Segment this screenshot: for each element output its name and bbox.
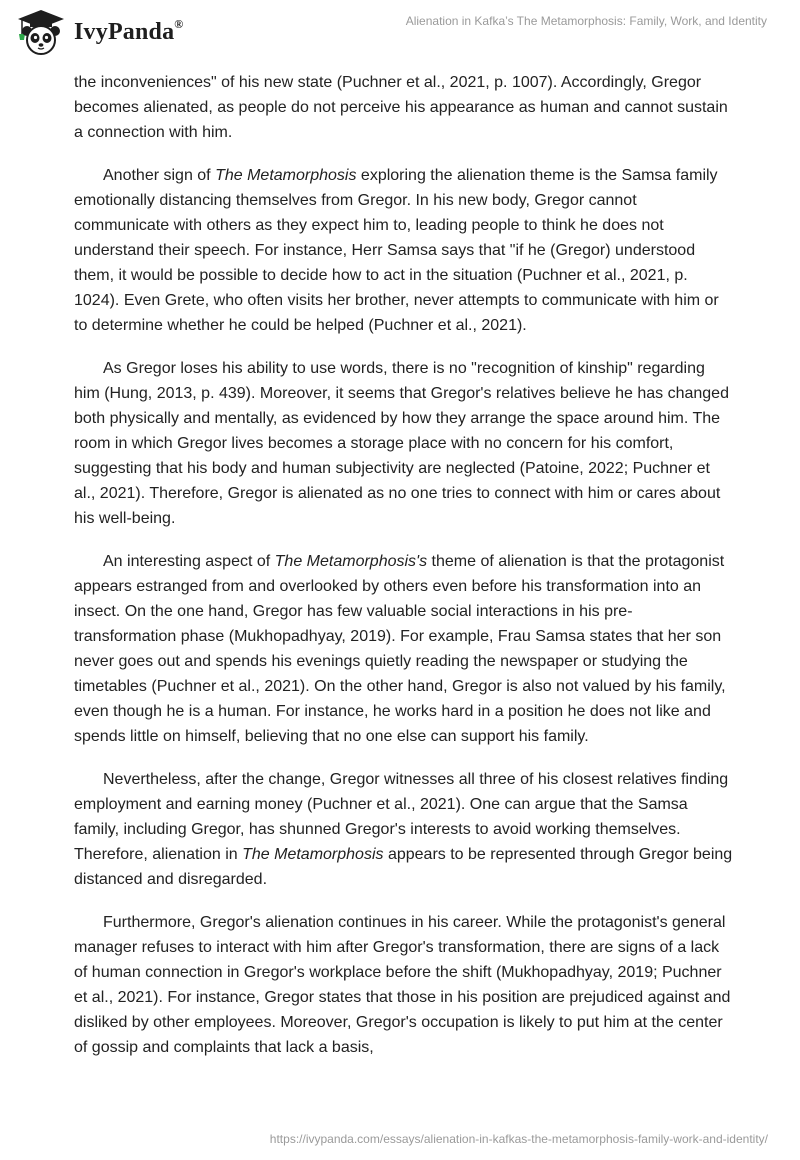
paragraph-5 xyxy=(74,767,734,892)
paragraph-3: As Gregor loses his ability to use words, there is no "recognition of kinship" regarding him (Hung, 2013, p. 439). Moreover, it seems that Gregor's relatives believe he has changed both physically and mentally, as evidenced by how they arrange the space around him. The room in which Gregor lives becomes a storage place with no concern for his comfort, suggesting that his body and human subjectivity are neglected (Patoine, 2022; Puchner et al., 2021). Therefore, Gregor is alienated as no one tries to connect with him or cares about his well-being. xyxy=(74,360,729,527)
essay-body xyxy=(74,70,734,1078)
panda-graduate-icon xyxy=(14,8,68,56)
book-title: The Metamorphosis's xyxy=(274,553,428,570)
source-url[interactable]: https://ivypanda.com/essays/alienation-in-kafkas-the-metamorphosis-family-work-and-identity/ xyxy=(269,1132,768,1146)
brand-name xyxy=(74,16,184,46)
paragraph-2-text-b: exploring the alienation theme is the Samsa family emotionally distancing themselves from Gregor. In his new body, Gregor cannot communicate with others as they expect him to, leading people to think he does not understand their speech. For instance, Herr Samsa says that "if he (Gregor) understood them, it would be possible to decide how to act in the situation (Puchner et al., 2021, p. 1024). Even Grete, who often visits her brother, never attempts to communicate with him or to determine whether he could be helped (Puchner et al., 2021). xyxy=(74,167,719,334)
paragraph-5-text-b: appears to be represented through Gregor being distanced and disregarded. xyxy=(74,846,733,888)
paragraph-5-text-a: Nevertheless, after the change, Gregor witnesses all three of his closest relatives finding employment and earning money (Puchner et al., 2021). One can argue that the Samsa family, including Gregor, has shunned Gregor's interests to avoid working themselves. Therefore, alienation in xyxy=(74,771,729,863)
brand-name-text: IvyPanda xyxy=(74,18,175,45)
paragraph-4-text-b: theme of alienation is that the protagonist appears estranged from and overlooked by others even before his transformation into an insect. On the one hand, Gregor has few valuable social interactions in his pre-transformation phase (Mukhopadhyay, 2019). For example, Frau Samsa states that her son never goes out and spends his evenings quietly reading the newspaper or studying the timetables (Puchner et al., 2021). On the other hand, Gregor is also not valued by his family, even though he is a human. For instance, he works hard in a position he does not like and spends little on himself, believing that no one else can support his family. xyxy=(74,553,726,745)
paragraph-6: Furthermore, Gregor's alienation continues in his career. While the protagonist's general manager refuses to interact with him after Gregor's transformation, there are signs of a lack of human connection in Gregor's workplace before the shift (Mukhopadhyay, 2019; Puchner et al., 2021). For instance, Gregor states that those in his position are prejudiced against and disliked by other employees. Moreover, Gregor's occupation is likely to put him at the center of gossip and complaints that lack a basis, xyxy=(74,914,731,1056)
paragraph-2 xyxy=(74,163,734,338)
registered-mark: ® xyxy=(174,16,184,31)
paragraph-4 xyxy=(74,549,734,749)
paragraph-2-text-a: Another sign of xyxy=(103,167,216,184)
paragraph-4-text-a: An interesting aspect of xyxy=(103,553,275,570)
book-title: The Metamorphosis xyxy=(242,846,384,863)
book-title: The Metamorphosis xyxy=(215,167,357,184)
document-title: Alienation in Kafka’s The Metamorphosis: Family, Work, and Identity xyxy=(405,14,767,28)
site-logo[interactable] xyxy=(14,8,183,56)
paragraph-1: the inconveniences" of his new state (Puchner et al., 2021, p. 1007). Accordingly, Gregor becomes alienated, as people do not perceive his appearance as human and cannot sustain a connection with him. xyxy=(74,74,728,141)
